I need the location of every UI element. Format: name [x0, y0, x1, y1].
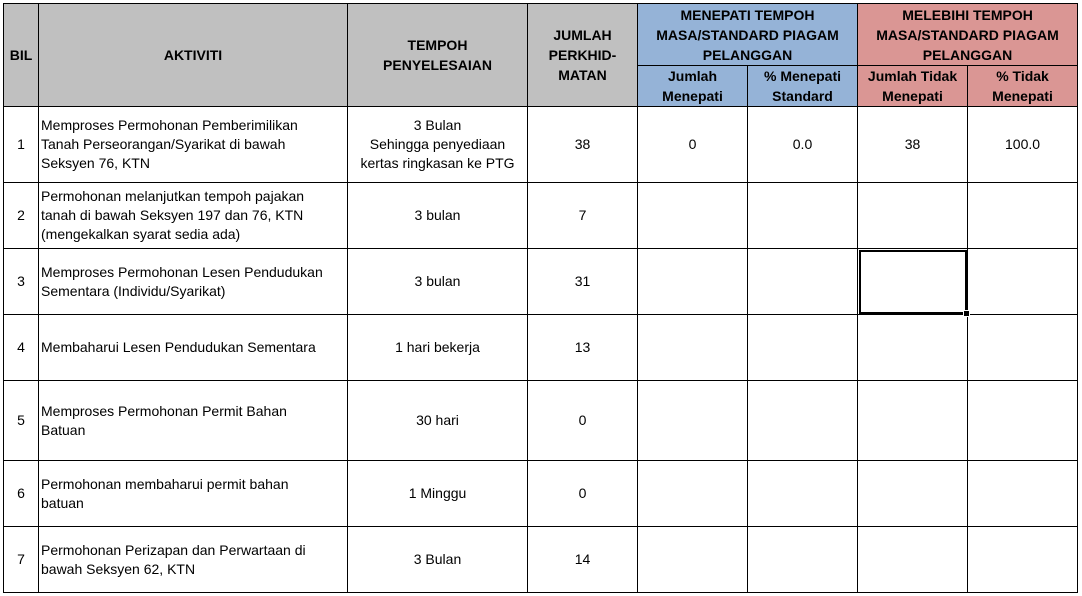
- header-jumlah-line3: MATAN: [558, 67, 607, 83]
- header-jumlah[interactable]: [528, 4, 638, 107]
- header-jumlah-menepati[interactable]: [638, 66, 748, 107]
- cell-aktiviti[interactable]: [39, 249, 348, 315]
- cell-aktiviti-text: Permohonan Perizapan dan Perwartaan di: [41, 541, 306, 558]
- table-row: [4, 461, 1078, 527]
- header-jumlah-tidak-line2: Menepati: [882, 88, 943, 104]
- cell-aktiviti[interactable]: [39, 183, 348, 249]
- header-bil[interactable]: [4, 4, 39, 107]
- cell-jumlah[interactable]: [528, 183, 638, 249]
- selected-cell[interactable]: [858, 249, 968, 315]
- header-jumlah-tidak[interactable]: [858, 66, 968, 107]
- cell-jumlah-text: 7: [578, 207, 587, 223]
- cell-jumlah-menepati[interactable]: [638, 183, 748, 249]
- cell-pct-tidak[interactable]: [968, 107, 1078, 183]
- cell-tempoh[interactable]: [348, 527, 528, 593]
- cell-jumlah-tidak[interactable]: [858, 107, 968, 183]
- header-menepati-line1: MENEPATI TEMPOH: [680, 6, 815, 23]
- header-pct-menepati-line2: Standard: [772, 88, 833, 104]
- cell-jumlah-menepati[interactable]: [638, 461, 748, 527]
- cell-pct-tidak[interactable]: [968, 249, 1078, 315]
- header-aktiviti-label: AKTIVITI: [163, 47, 223, 63]
- table-row: [4, 183, 1078, 249]
- table-row: [4, 107, 1078, 183]
- table-row: [4, 381, 1078, 461]
- header-jumlah-menepati-line1: Jumlah: [667, 68, 717, 84]
- fill-handle[interactable]: [963, 310, 970, 317]
- cell-jumlah-text: 0: [578, 412, 587, 428]
- header-tempoh[interactable]: [348, 4, 528, 107]
- cell-pct-menepati[interactable]: [748, 381, 858, 461]
- cell-jumlah-text: 13: [574, 339, 591, 355]
- header-melebihi-group[interactable]: [858, 4, 1078, 66]
- cell-bil[interactable]: [4, 183, 39, 249]
- header-aktiviti[interactable]: [39, 4, 348, 107]
- header-menepati-line3: PELANGGAN: [702, 46, 793, 63]
- table-row: [4, 249, 1078, 315]
- cell-bil[interactable]: [4, 527, 39, 593]
- cell-tempoh[interactable]: [348, 461, 528, 527]
- cell-tempoh-text: 1 hari bekerja: [395, 339, 480, 355]
- cell-jumlah-text: 31: [574, 273, 591, 289]
- cell-pct-tidak[interactable]: [968, 527, 1078, 593]
- header-melebihi-line3: PELANGGAN: [922, 46, 1013, 63]
- header-menepati-line2: MASA/STANDARD PIAGAM: [656, 26, 839, 43]
- cell-tempoh[interactable]: [348, 315, 528, 381]
- cell-aktiviti-text: Memproses Permohonan Permit Bahan: [41, 402, 287, 419]
- cell-aktiviti-text: Memproses Permohonan Pemberimilikan: [41, 117, 298, 133]
- cell-jumlah-menepati[interactable]: [638, 107, 748, 183]
- cell-tempoh-text: Sehingga penyediaan: [369, 136, 506, 152]
- cell-tempoh[interactable]: [348, 249, 528, 315]
- header-menepati-group[interactable]: [638, 4, 858, 66]
- cell-pct-menepati-text: 0.0: [792, 136, 813, 152]
- cell-pct-tidak[interactable]: [968, 381, 1078, 461]
- cell-jumlah-text: 14: [574, 551, 591, 567]
- cell-aktiviti-text: bawah Seksyen 62, KTN: [41, 560, 196, 577]
- header-melebihi-line1: MELEBIHI TEMPOH: [902, 6, 1033, 23]
- cell-bil-text: 4: [17, 339, 25, 355]
- cell-bil[interactable]: [4, 107, 39, 183]
- cell-aktiviti-text: batuan: [41, 494, 84, 511]
- header-melebihi-line2: MASA/STANDARD PIAGAM: [876, 26, 1059, 43]
- cell-jumlah-tidak[interactable]: [858, 315, 968, 381]
- cell-jumlah-menepati[interactable]: [638, 527, 748, 593]
- cell-jumlah-text: 0: [578, 485, 587, 501]
- cell-tempoh[interactable]: [348, 107, 528, 183]
- cell-jumlah-menepati[interactable]: [638, 249, 748, 315]
- cell-aktiviti-text: Membaharui Lesen Pendudukan Sementara: [41, 339, 316, 355]
- cell-aktiviti-text: Memproses Permohonan Lesen Pendudukan: [41, 263, 323, 280]
- cell-pct-tidak[interactable]: [968, 315, 1078, 381]
- cell-aktiviti-text: Batuan: [41, 421, 86, 438]
- cell-aktiviti-text: Sementara (Individu/Syarikat): [41, 282, 226, 299]
- cell-jumlah[interactable]: [528, 527, 638, 593]
- cell-bil[interactable]: [4, 315, 39, 381]
- cell-jumlah-tidak[interactable]: [858, 461, 968, 527]
- cell-pct-menepati[interactable]: [748, 461, 858, 527]
- cell-pct-tidak[interactable]: [968, 183, 1078, 249]
- cell-jumlah[interactable]: [528, 107, 638, 183]
- cell-pct-menepati[interactable]: [748, 183, 858, 249]
- cell-jumlah[interactable]: [528, 249, 638, 315]
- cell-aktiviti[interactable]: [39, 527, 348, 593]
- cell-tempoh-text: 1 Minggu: [408, 485, 467, 501]
- cell-pct-tidak[interactable]: [968, 461, 1078, 527]
- header-jumlah-menepati-line2: Menepati: [662, 88, 723, 104]
- header-pct-tidak-line1: % Tidak: [996, 68, 1049, 84]
- cell-aktiviti-text: Seksyen 76, KTN: [41, 155, 150, 171]
- cell-pct-menepati[interactable]: [748, 527, 858, 593]
- cell-jumlah-text: 38: [574, 136, 591, 152]
- cell-tempoh-text: 3 Bulan: [413, 117, 462, 133]
- cell-bil-text: 6: [17, 485, 25, 501]
- cell-tempoh[interactable]: [348, 381, 528, 461]
- header-tempoh-line2: PENYELESAIAN: [383, 57, 492, 73]
- cell-bil[interactable]: [4, 381, 39, 461]
- header-bil-label: BIL: [9, 47, 33, 63]
- cell-jumlah-menepati[interactable]: [638, 315, 748, 381]
- cell-pct-menepati[interactable]: [748, 107, 858, 183]
- cell-pct-menepati[interactable]: [748, 249, 858, 315]
- cell-tempoh[interactable]: [348, 183, 528, 249]
- header-pct-menepati[interactable]: [748, 66, 858, 107]
- cell-jumlah-menepati[interactable]: [638, 381, 748, 461]
- cell-aktiviti-text: Permohonan membaharui permit bahan: [41, 475, 289, 492]
- cell-bil-text: 1: [17, 136, 25, 152]
- header-jumlah-tidak-line1: Jumlah Tidak: [867, 68, 958, 84]
- cell-bil-text: 2: [17, 207, 25, 223]
- cell-jumlah-menepati-text: 0: [688, 136, 697, 152]
- cell-aktiviti-text: tanah di bawah Seksyen 197 dan 76, KTN: [41, 207, 304, 223]
- spreadsheet-grid: [3, 3, 1078, 593]
- cell-aktiviti-text: Permohonan melanjutkan tempoh pajakan: [41, 188, 305, 204]
- header-jumlah-line1: JUMLAH: [553, 27, 612, 43]
- cell-jumlah-tidak-text: 38: [904, 136, 921, 152]
- cell-aktiviti[interactable]: [39, 381, 348, 461]
- cell-tempoh-text: kertas ringkasan ke PTG: [360, 155, 515, 171]
- cell-bil-text: 5: [17, 412, 25, 428]
- cell-bil-text: 7: [17, 551, 25, 567]
- cell-jumlah[interactable]: [528, 315, 638, 381]
- cell-aktiviti[interactable]: [39, 315, 348, 381]
- cell-bil-text: 3: [17, 273, 25, 289]
- cell-jumlah-tidak[interactable]: [858, 183, 968, 249]
- header-pct-tidak-line2: Menepati: [992, 88, 1053, 104]
- cell-jumlah-tidak[interactable]: [858, 381, 968, 461]
- header-tempoh-line1: TEMPOH: [407, 37, 468, 53]
- header-jumlah-line2: PERKHID-: [548, 47, 617, 63]
- cell-tempoh-text: 30 hari: [416, 412, 459, 428]
- cell-aktiviti[interactable]: [39, 107, 348, 183]
- header-pct-tidak[interactable]: [968, 66, 1078, 107]
- table-row: [4, 315, 1078, 381]
- header-pct-menepati-line1: % Menepati: [764, 68, 842, 84]
- cell-jumlah[interactable]: [528, 381, 638, 461]
- cell-tempoh-text: 3 bulan: [414, 207, 461, 223]
- table-row: [4, 527, 1078, 593]
- cell-pct-menepati[interactable]: [748, 315, 858, 381]
- cell-bil[interactable]: [4, 461, 39, 527]
- cell-aktiviti-text: (mengekalkan syarat sedia ada): [41, 226, 241, 242]
- cell-jumlah[interactable]: [528, 461, 638, 527]
- cell-aktiviti[interactable]: [39, 461, 348, 527]
- cell-aktiviti-text: Tanah Perseorangan/Syarikat di bawah: [41, 136, 286, 152]
- cell-pct-tidak-text: 100.0: [1005, 136, 1041, 152]
- cell-tempoh-text: 3 bulan: [414, 273, 461, 289]
- cell-jumlah-tidak[interactable]: [858, 527, 968, 593]
- report-table: [3, 3, 1078, 593]
- cell-bil[interactable]: [4, 249, 39, 315]
- cell-tempoh-text: 3 Bulan: [413, 551, 462, 567]
